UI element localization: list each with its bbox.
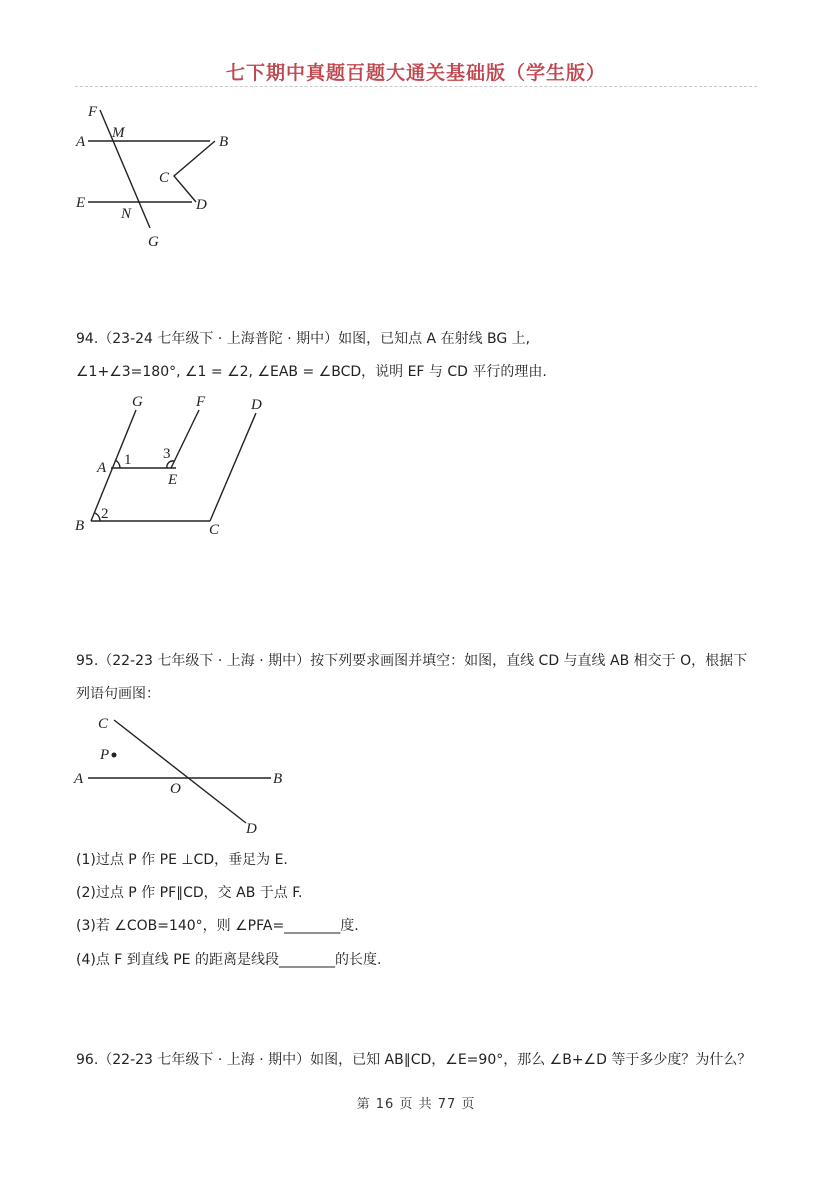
label-angle-3: 3: [163, 446, 171, 462]
page-footer: 第 16 页 共 77 页: [356, 1097, 476, 1112]
figure-93: [60, 100, 260, 250]
label-m: M: [112, 125, 125, 141]
label-g: G: [132, 394, 143, 410]
label-o: O: [170, 781, 181, 797]
label-a: A: [97, 460, 107, 476]
label-b: B: [219, 134, 229, 150]
q95-item-1: (1)过点 P 作 PE ⊥CD，垂足为 E.: [76, 852, 288, 868]
label-c: C: [98, 716, 109, 732]
label-f: F: [196, 394, 206, 410]
label-p: P: [100, 747, 110, 763]
header-divider: [75, 86, 757, 87]
q95-text-line2: 列语句画图：: [76, 686, 160, 702]
label-angle-1: 1: [124, 452, 132, 468]
q94-text-line2: ∠1+∠3=180°, ∠1 = ∠2, ∠EAB = ∠BCD，说明 EF 与 CD 平行的理由.: [76, 364, 547, 380]
figure-95: [66, 710, 296, 840]
label-c: C: [159, 170, 170, 186]
q95-item-2: (2)过点 P 作 PF∥CD，交 AB 于点 F.: [76, 885, 303, 901]
line-cd: [210, 413, 256, 521]
angle-1-arc: [115, 460, 120, 468]
point-p: [112, 753, 117, 758]
label-b: B: [75, 518, 85, 534]
q95-item-4: (4)点 F 到直线 PE 的距离是线段________的长度.: [76, 952, 382, 968]
label-b: B: [273, 771, 283, 787]
q94-text-line1: 94.（23-24 七年级下 · 上海普陀 · 期中）如图，已知点 A 在射线 BG 上,: [76, 331, 531, 347]
label-n: N: [121, 206, 132, 222]
line-cd: [114, 720, 246, 823]
polyline-bcd: [174, 141, 215, 202]
label-f: F: [88, 104, 98, 120]
label-d: D: [246, 821, 257, 837]
figure-94: [66, 388, 286, 538]
ray-ef: [171, 410, 199, 468]
q95-item-3: (3)若 ∠COB=140°，则 ∠PFA=________度.: [76, 918, 359, 934]
label-a: A: [76, 134, 86, 150]
angle-2-arc: [95, 513, 100, 521]
label-angle-2: 2: [101, 506, 109, 522]
q96-text-line1: 96.（22-23 七年级下 · 上海 · 期中）如图，已知 AB∥CD，∠E=90°，那么 ∠B+∠D 等于多少度？为什么？: [76, 1052, 752, 1068]
page-title: 七下期中真题百题大通关基础版（学生版）: [225, 62, 606, 84]
label-g: G: [148, 234, 159, 250]
label-a: A: [74, 771, 84, 787]
label-d: D: [251, 397, 262, 413]
label-d: D: [196, 197, 207, 213]
label-e: E: [168, 472, 178, 488]
label-c: C: [209, 522, 220, 538]
q95-text-line1: 95.（22-23 七年级下 · 上海 · 期中）按下列要求画图并填空：如图，直线 CD 与直线 AB 相交于 O，根据下: [76, 653, 748, 669]
label-e: E: [76, 195, 86, 211]
